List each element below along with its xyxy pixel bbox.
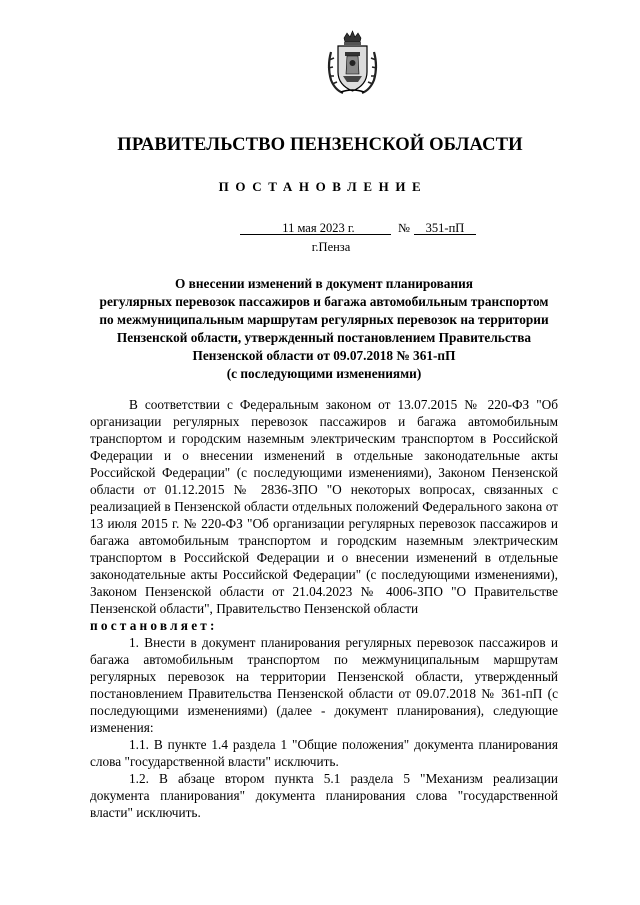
- item-1-paragraph: 1. Внести в документ планирования регулярных перевозок пассажиров и багажа автомобильным транспортом по межмуниципальным маршрутам регулярных перевозок на территории Пензенской области, утвержденный постановлением Правительства Пензенской области от 09.07.2018 № 361-пП (с последующими изменениями) (далее - документ планирования), следующие изменения:: [90, 635, 558, 735]
- document-type: ПОСТАНОВЛЕНИЕ: [218, 179, 428, 194]
- preamble-paragraph: В соответствии с Федеральным законом от 13.07.2015 № 220-ФЗ "Об организации регулярных перевозок пассажиров и багажа автомобильным транспортом и городским наземным электрическим транспортом в Российской Федерации и о внесении изменений в отдельные законодательные акты Российской Федерации" (с последующими изменениями), Законом Пензенской области от 01.12.2015 № 2836-ЗПО "О некоторых вопросах, связанных с реализацией в Пензенской области отдельных положений Федерального закона от 13 июля 2015 г. № 220-ФЗ "Об организации регулярных перевозок пассажиров и багажа автомобильным транспортом и городским наземным электрическим транспортом в Российской Федерации и о внесении изменений в отдельные законодательные акты Российской Федерации" (с последующими изменениями), Законом Пензенской области от 21.04.2023 № 4006-ЗПО "О Правительстве Пензенской области", Правительство Пензенской области: [90, 397, 558, 616]
- document-subject: [90, 275, 558, 383]
- subject-line: Пензенской области, утвержденный постановлением Правительства: [116, 330, 532, 345]
- government-title: ПРАВИТЕЛЬСТВО ПЕНЗЕНСКОЙ ОБЛАСТИ: [117, 134, 523, 155]
- subject-line: Пензенской области от 09.07.2018 № 361-пП: [192, 348, 456, 363]
- item-1-1-paragraph: 1.1. В пункте 1.4 раздела 1 "Общие положения" документа планирования слова "государственной власти" исключить.: [90, 737, 558, 769]
- penza-coat-of-arms-icon: [325, 30, 380, 96]
- number-sign: №: [398, 221, 410, 235]
- item-1-2-paragraph: 1.2. В абзаце втором пункта 5.1 раздела 5 "Механизм реализации документа планирования" документа планирования слова "государственной власти" исключить.: [90, 771, 558, 820]
- subject-line: по межмуниципальным маршрутам регулярных перевозок на территории: [99, 312, 549, 327]
- subject-line: О внесении изменений в документ планирования: [175, 276, 473, 291]
- document-body: [90, 396, 558, 821]
- document-city: г.Пенза: [311, 240, 351, 254]
- subject-line: (с последующими изменениями): [226, 366, 422, 381]
- document-date: 11 мая 2023 г.: [240, 221, 391, 235]
- document-number: 351-пП: [414, 221, 476, 235]
- resolves-heading: постановляет:: [90, 618, 218, 633]
- subject-line: регулярных перевозок пассажиров и багажа автомобильным транспортом: [99, 294, 549, 309]
